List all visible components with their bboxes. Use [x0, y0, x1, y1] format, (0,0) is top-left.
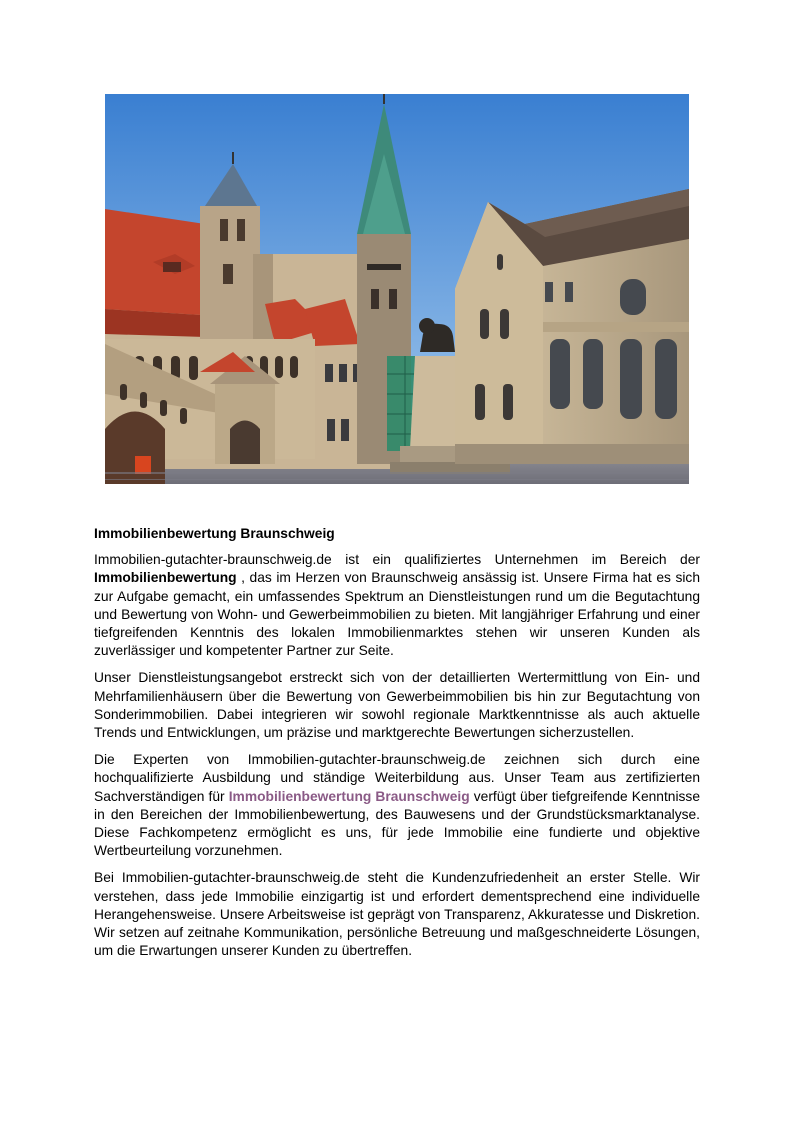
paragraph-intro [94, 551, 700, 660]
immobilienbewertung-link[interactable]: Immobilienbewertung Braunschweig [228, 788, 470, 804]
page-title: Immobilienbewertung Braunschweig [94, 526, 335, 541]
article-content [94, 525, 700, 969]
paragraph-services: Unser Dienstleistungsangebot erstreckt sich von der detaillierten Wertermittlung von Ein- und Mehrfamilienhäusern über die Bewertung von Gewerbeimmobilien bis hin zur Begutachtung von Sonderimmobilien. Dabei integrieren wir sowohl regionale Marktkenntnisse als auch aktuelle Trends und Entwicklungen, um präzise und marktgerechte Bewertungen sicherzustellen. [94, 670, 700, 741]
paragraph-intro-text-2: , das im Herzen von Braunschweig ansässig ist. Unsere Firma hat es sich zur Aufgabe gemacht, ein umfassendes Spektrum an Dienstleistungen rund um die Begutachtung und Bewertung von Wohn- und Gewerbeimmobilien zu bieten. Mit langjähriger Erfahrung und einer tiefgreifenden Kenntnis des lokalen Immobilienmarktes stehen wir unseren Kunden als zuverlässiger und kompetenter Partner zur Seite. [94, 570, 700, 659]
paragraph-experts-text-2: verfügt über tiefgreifende Kenntnisse in den Bereichen der Immobilienbewertung, des Bauwesens und der Grundstücksmarktanalyse. Diese Fachkompetenz ermöglicht es uns, für jede Immobilie eine fundierte und objektive Wertbeurteilung vorzunehmen. [94, 788, 701, 859]
keyword-bold: Immobilienbewertung [94, 570, 237, 586]
paragraph-experts-text-1: Die Experten von Immobilien-gutachter-braunschweig.de zeichnen sich durch eine hochqualifizierte Ausbildung und ständige Weiterbildung aus. Unser Team aus zertifizierten Sachverständigen für [94, 752, 700, 804]
paragraph-customer: Bei Immobilien-gutachter-braunschweig.de steht die Kundenzufriedenheit an erster Stelle. Wir verstehen, dass jede Immobilie einzigartig ist und erfordert dementsprechend eine individuelle Herangehensweise. Unsere Arbeitsweise ist geprägt von Transparenz, Akkuratesse und Diskretion. Wir setzen auf zeitnahe Kommunikation, persönliche Betreuung und maßgeschneiderte Lösungen, um die Erwartungen unserer Kunden zu übertreffen. [94, 870, 700, 959]
paragraph-intro-text-1: Immobilien-gutachter-braunschweig.de ist ein qualifiziertes Unternehmen im Bereich der [94, 552, 700, 568]
paragraph-experts [94, 751, 700, 860]
burgplatz-illustration [105, 94, 689, 484]
cathedral-building [455, 189, 689, 464]
braunschweig-burgplatz-photo [105, 94, 689, 484]
